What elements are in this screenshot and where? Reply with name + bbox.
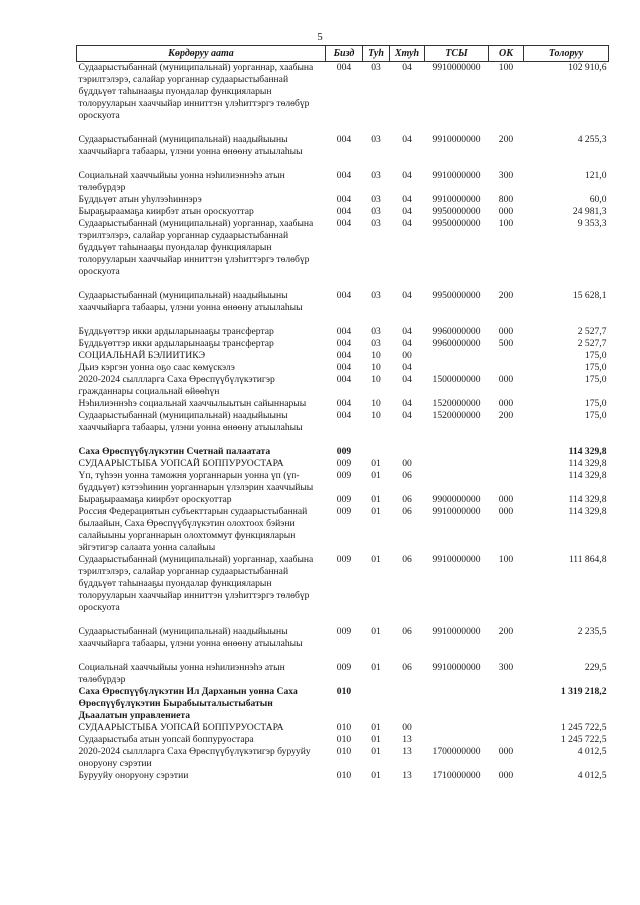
row-ok: 000 [498, 506, 514, 517]
row-name: Судаарыстыбаннай (муниципальнай) наадыйыыны хааччыйарга табаары, үлэни уонна өнөөну атыылаһыы [78, 134, 303, 157]
row-ok: 100 [498, 554, 514, 565]
row-code-b: 03 [371, 194, 381, 205]
row-total: 2 527,7 [577, 326, 607, 337]
row-code-c: 04 [402, 338, 412, 349]
row-tsy [425, 458, 489, 470]
row-code-c: 04 [402, 218, 412, 229]
row-name: Судаарыстыбаннай (муниципальнай) уорганнар, хаабына тэрилтэлэрэ, салайар уорганнар судаарыстыбаннай бүддьүөт таһынааҕы пуондалар функцияларын толорууларын хааччыйар инниттэн үлэһиттэргэ төлөбүр ороскуота [78, 62, 314, 121]
row-code-c: 04 [402, 62, 412, 73]
row-tsy [425, 722, 489, 734]
table-row [77, 218, 609, 290]
row-code-c: 04 [402, 170, 412, 181]
row-code-c: 06 [402, 494, 412, 505]
row-total: 24 981,3 [572, 206, 607, 217]
row-ok: 000 [498, 746, 514, 757]
row-tsy: 9950000000 [432, 218, 481, 229]
row-code-c: 04 [402, 398, 412, 409]
row-code-a: 009 [336, 662, 352, 673]
row-tsy: 9910000000 [432, 662, 481, 673]
row-total: 114 329,8 [568, 506, 607, 517]
row-code-b: 01 [371, 734, 381, 745]
row-name: Дьиэ кэргэн уонна оҕо саас көмүскэлэ [78, 362, 235, 373]
row-code-c: 06 [402, 506, 412, 517]
table-row [77, 722, 609, 734]
row-code-b: 10 [371, 410, 381, 421]
table-row [77, 458, 609, 470]
table-row [77, 746, 609, 770]
row-code-c: 00 [402, 458, 412, 469]
header-code-a: Бизд [326, 46, 363, 62]
row-total: 1 319 218,2 [560, 686, 607, 697]
row-ok: 000 [498, 398, 514, 409]
row-total: 114 329,8 [568, 458, 607, 469]
row-ok: 800 [498, 194, 514, 205]
row-tsy: 1700000000 [432, 746, 481, 757]
row-code-b: 03 [371, 338, 381, 349]
row-code-c: 00 [402, 722, 412, 733]
table-row [77, 626, 609, 662]
row-code-c [390, 686, 425, 722]
row-tsy: 9910000000 [432, 62, 481, 73]
row-code-b: 01 [371, 722, 381, 733]
header-code-c: Хтуһ [390, 46, 425, 62]
row-ok: 000 [498, 374, 514, 385]
row-ok [489, 734, 524, 746]
row-code-b: 03 [371, 218, 381, 229]
table-row [77, 554, 609, 626]
row-code-a: 010 [336, 746, 352, 757]
row-code-b: 03 [371, 170, 381, 181]
row-name: Быраҕыраамаҕа киирбэт атын ороскуоттар [78, 206, 254, 217]
row-code-a: 010 [336, 734, 352, 745]
table-row [77, 494, 609, 506]
header-ok: ОК [489, 46, 524, 62]
row-total: 102 910,6 [568, 62, 607, 73]
row-total: 4 012,5 [577, 746, 607, 757]
row-code-a: 004 [336, 374, 352, 385]
row-tsy [425, 686, 489, 722]
table-row [77, 170, 609, 194]
table-row [77, 686, 609, 722]
row-tsy: 9910000000 [432, 506, 481, 517]
table-row [77, 290, 609, 326]
row-ok: 000 [498, 494, 514, 505]
row-code-b [363, 446, 390, 458]
row-code-a: 004 [336, 134, 352, 145]
row-total: 4 012,5 [577, 770, 607, 781]
row-tsy: 1710000000 [432, 770, 481, 781]
row-ok: 000 [498, 206, 514, 217]
row-code-a: 004 [336, 170, 352, 181]
row-code-a: 009 [336, 458, 352, 469]
row-code-a: 004 [336, 62, 352, 73]
row-code-c: 06 [402, 470, 412, 481]
row-code-b: 10 [371, 398, 381, 409]
row-code-c: 04 [402, 410, 412, 421]
row-ok [489, 362, 524, 374]
row-code-b: 01 [371, 626, 381, 637]
table-row [77, 470, 609, 494]
row-total: 114 329,8 [568, 446, 607, 457]
row-name: Социальнай хааччыйыы уонна нэһилиэннэһэ атын төлөбүрдэр [78, 170, 285, 193]
row-name: Бүддьүөттэр икки ардыларынааҕы трансфертар [78, 326, 274, 337]
table-row [77, 194, 609, 206]
row-total: 175,0 [584, 350, 607, 361]
row-name: СУДААРЫСТЫБА УОПСАЙ БОППУРУОСТАРА [78, 722, 284, 733]
row-code-b: 10 [371, 362, 381, 373]
row-code-c: 13 [402, 734, 412, 745]
row-name: Бурууйу оноруону сэрэтии [78, 770, 189, 781]
row-total: 2 527,7 [577, 338, 607, 349]
row-ok: 300 [498, 170, 514, 181]
row-name: Үп, түһээн уонна таможня уорганнарын уонна үп (үп-бүддьүөт) кэтээһинин уорганнарын үлэлэрин хааччыйыы [78, 470, 314, 493]
row-ok [489, 686, 524, 722]
row-total: 175,0 [584, 374, 607, 385]
row-code-b: 01 [371, 506, 381, 517]
row-code-b: 01 [371, 770, 381, 781]
row-code-a: 010 [336, 722, 352, 733]
row-ok: 300 [498, 662, 514, 673]
budget-table [76, 45, 609, 782]
row-name: Судаарыстыбаннай (муниципальнай) уорганнар, хаабына тэрилтэлэрэ, салайар уорганнар судаарыстыбаннай бүддьүөт таһынааҕы пуондалар функцияларын толорууларын хааччыйар инниттэн үлэһиттэргэ төлөбүр ороскуота [78, 554, 314, 613]
table-row [77, 338, 609, 350]
row-ok: 000 [498, 326, 514, 337]
table-body [77, 62, 609, 783]
row-total: 1 245 722,5 [560, 734, 607, 745]
row-code-a: 009 [336, 506, 352, 517]
row-tsy [425, 470, 489, 494]
header-total: Толоруу [524, 46, 609, 62]
row-tsy: 9950000000 [432, 206, 481, 217]
row-code-c [390, 446, 425, 458]
row-total: 114 329,8 [568, 470, 607, 481]
row-name: Судаарыстыбаннай (муниципальнай) уорганнар, хаабына тэрилтэлэрэ, салайар уорганнар судаарыстыбаннай бүддьүөт таһынааҕы пуондалар функцияларын толорууларын хааччыйар инниттэн үлэһиттэргэ төлөбүр ороскуота [78, 218, 314, 277]
row-code-a: 004 [336, 194, 352, 205]
table-row [77, 410, 609, 446]
row-total: 1 245 722,5 [560, 722, 607, 733]
row-tsy [425, 734, 489, 746]
row-code-b: 03 [371, 206, 381, 217]
row-tsy: 9910000000 [432, 194, 481, 205]
row-total: 2 235,5 [577, 626, 607, 637]
row-name: Нэһилиэннэһэ социальнай хааччылыытын сайыннарыы [78, 398, 307, 409]
row-name: СУДААРЫСТЫБА УОПСАЙ БОППУРУОСТАРА [78, 458, 284, 469]
row-code-a: 010 [336, 770, 352, 781]
row-code-a: 004 [336, 350, 352, 361]
row-code-b: 03 [371, 62, 381, 73]
table-row [77, 770, 609, 782]
row-ok [489, 470, 524, 494]
row-total: 111 864,8 [568, 554, 607, 565]
row-tsy: 9900000000 [432, 494, 481, 505]
row-tsy [425, 362, 489, 374]
row-code-c: 04 [402, 362, 412, 373]
row-name: 2020-2024 сыллларга Саха Өрөспүүбүлүкэтигэр гражданнары социальнай өйөөһүн [78, 374, 275, 397]
row-total: 9 353,3 [577, 218, 607, 229]
row-ok: 200 [498, 134, 514, 145]
row-ok: 500 [498, 338, 514, 349]
row-name: СОЦИАЛЬНАЙ БЭЛИИТИКЭ [78, 350, 206, 361]
row-name: Судаарыстыба атын уопсай боппуруостара [78, 734, 254, 745]
row-ok: 200 [498, 410, 514, 421]
row-ok: 200 [498, 290, 514, 301]
row-ok [489, 446, 524, 458]
row-tsy [425, 350, 489, 362]
table-row [77, 446, 609, 458]
row-ok: 100 [498, 218, 514, 229]
row-code-c: 00 [402, 350, 412, 361]
row-code-a: 009 [336, 470, 352, 481]
table-row [77, 662, 609, 686]
row-code-b: 10 [371, 350, 381, 361]
row-code-c: 06 [402, 662, 412, 673]
table-row [77, 206, 609, 218]
row-code-a: 004 [336, 398, 352, 409]
page-number: 5 [317, 31, 323, 43]
table-row [77, 134, 609, 170]
row-name: Судаарыстыбаннай (муниципальнай) наадыйыыны хааччыйарга табаары, үлэни уонна өнөөну атыылаһыы [78, 626, 303, 649]
row-name: Саха Өрөспүүбүлүкэтин Ил Дарханын уонна Саха Өрөспүүбүлүкэтин Бырабыыталыстыбатын Дьаалатын управлениета [78, 686, 298, 721]
row-total: 175,0 [584, 362, 607, 373]
row-code-b: 01 [371, 494, 381, 505]
row-code-a: 009 [336, 494, 352, 505]
row-code-c: 13 [402, 770, 412, 781]
row-code-a: 009 [336, 626, 352, 637]
table-row [77, 62, 609, 135]
row-total: 60,0 [589, 194, 607, 205]
row-tsy: 1520000000 [432, 398, 481, 409]
row-code-b: 01 [371, 662, 381, 673]
row-total: 4 255,3 [577, 134, 607, 145]
row-code-b: 03 [371, 290, 381, 301]
row-code-c: 04 [402, 290, 412, 301]
row-code-b: 01 [371, 458, 381, 469]
row-name: Бүддьүөт атын уһулээһиннэрэ [78, 194, 202, 205]
row-code-c: 06 [402, 626, 412, 637]
row-code-c: 04 [402, 206, 412, 217]
row-tsy: 1520000000 [432, 410, 481, 421]
row-code-c: 04 [402, 194, 412, 205]
row-ok: 100 [498, 62, 514, 73]
row-tsy: 9950000000 [432, 290, 481, 301]
row-tsy: 1500000000 [432, 374, 481, 385]
row-total: 229,5 [584, 662, 607, 673]
row-code-a: 004 [336, 338, 352, 349]
row-tsy: 9910000000 [432, 134, 481, 145]
row-total: 175,0 [584, 410, 607, 421]
row-code-b: 01 [371, 746, 381, 757]
row-ok [489, 350, 524, 362]
row-tsy: 9960000000 [432, 326, 481, 337]
row-code-a: 004 [336, 206, 352, 217]
row-tsy [425, 446, 489, 458]
row-total: 121,0 [584, 170, 607, 181]
row-ok [489, 722, 524, 734]
header-tsy: ТСЫ [425, 46, 489, 62]
row-code-b: 01 [371, 470, 381, 481]
row-code-a: 004 [336, 218, 352, 229]
row-name: Судаарыстыбаннай (муниципальнай) наадыйыыны хааччыйарга табаары, үлэни уонна өнөөну атыылаһыы [78, 290, 303, 313]
row-code-c: 04 [402, 326, 412, 337]
table-row [77, 326, 609, 338]
row-code-a: 004 [336, 362, 352, 373]
row-code-a: 004 [336, 410, 352, 421]
row-code-b: 01 [371, 554, 381, 565]
row-name: Быраҕыраамаҕа киирбэт ороскуоттар [78, 494, 232, 505]
row-code-c: 06 [402, 554, 412, 565]
row-ok: 000 [498, 770, 514, 781]
row-code-a: 009 [336, 554, 352, 565]
table-header [77, 46, 609, 62]
row-code-c: 04 [402, 374, 412, 385]
row-total: 175,0 [584, 398, 607, 409]
table-row [77, 398, 609, 410]
table-row [77, 350, 609, 362]
table-row [77, 506, 609, 554]
row-code-b: 03 [371, 326, 381, 337]
header-name: Көрдөруу аата [77, 46, 326, 62]
row-code-a: 010 [336, 686, 352, 697]
row-tsy: 9910000000 [432, 554, 481, 565]
row-tsy: 9910000000 [432, 170, 481, 181]
row-code-a: 004 [336, 290, 352, 301]
row-tsy: 9910000000 [432, 626, 481, 637]
row-ok [489, 458, 524, 470]
table-row [77, 374, 609, 398]
row-total: 15 628,1 [572, 290, 607, 301]
row-name: Россия Федерациятын субъекттарын судаарыстыбаннай былаайын, Саха Өрөспүүбүлүкэтин олохтоох бэйэни салайыыны уорганнарын олохтоммут функцияларын эйгэтигэр салаата уонна салайыы [78, 506, 308, 553]
row-tsy: 9960000000 [432, 338, 481, 349]
table-row [77, 734, 609, 746]
header-code-b: Туһ [363, 46, 390, 62]
row-name: 2020-2024 сыллларга Саха Өрөспүүбүлүкэтигэр бурууйу оноруону сэрэтии [78, 746, 311, 769]
row-name: Социальнай хааччыйыы уонна нэһилиэннэһэ атын төлөбүрдэр [78, 662, 285, 685]
row-name: Саха Өрөспүүбүлүкэтин Счетнай палаатата [78, 446, 271, 457]
row-name: Бүддьүөттэр икки ардыларынааҕы трансфертар [78, 338, 274, 349]
row-code-b [363, 686, 390, 722]
row-code-c: 13 [402, 746, 412, 757]
row-code-c: 04 [402, 134, 412, 145]
table-row [77, 362, 609, 374]
row-code-b: 10 [371, 374, 381, 385]
row-code-a: 009 [336, 446, 352, 457]
row-ok: 200 [498, 626, 514, 637]
row-name: Судаарыстыбаннай (муниципальнай) наадыйыыны хааччыйарга табаары, үлэни уонна өнөөну атыылаһыы [78, 410, 303, 433]
row-total: 114 329,8 [568, 494, 607, 505]
row-code-b: 03 [371, 134, 381, 145]
row-code-a: 004 [336, 326, 352, 337]
